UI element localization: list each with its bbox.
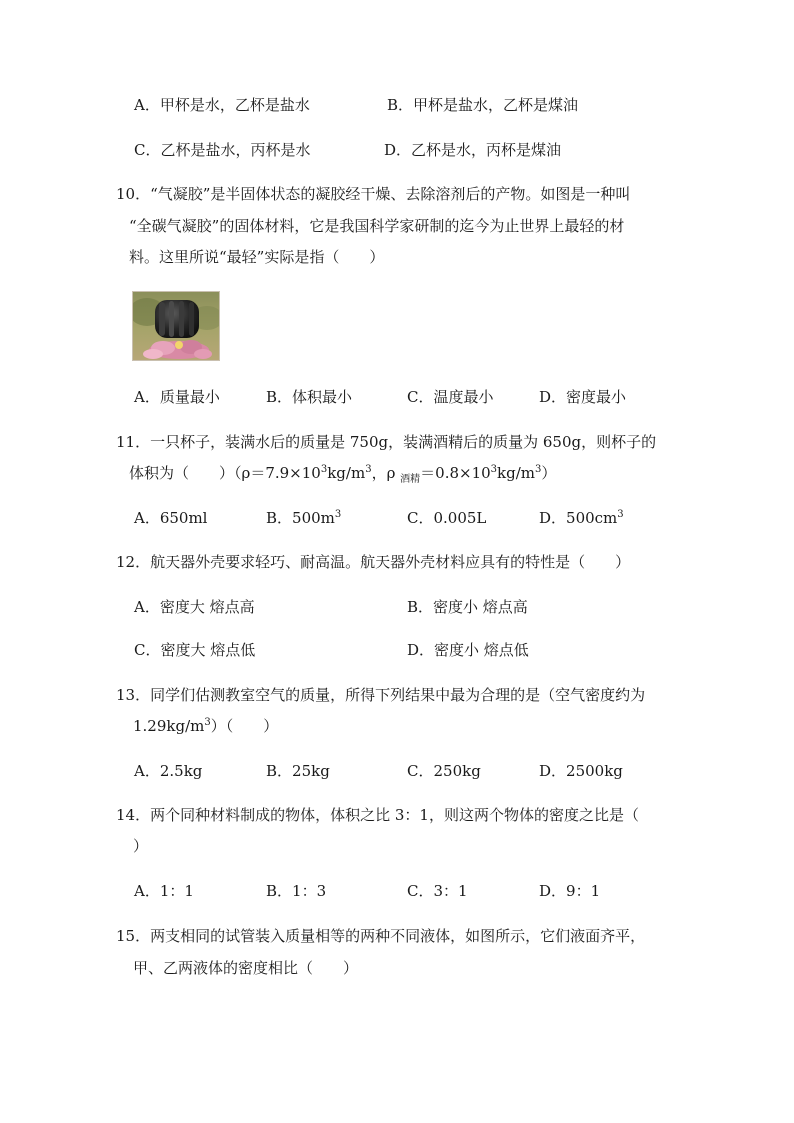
q13-stem-line-1: 13．同学们估测教室空气的质量，所得下列结果中最为合理的是（空气密度约为 [116,686,646,704]
q11-option-b[interactable]: B．$500m^3$ [266,509,342,527]
q13-stem-line-2: $1.29kg/m^3$）（ ） [133,717,279,735]
q11-stem-line-1: 11．一只杯子，装满水后的质量是 750g，装满酒精后的质量为 650g，则杯子的 [116,433,657,451]
q12-stem: 12．航天器外壳要求轻巧、耐高温。航天器外壳材料应具有的特性是（ ） [116,553,631,571]
q12-option-b[interactable]: B．密度小 熔点高 [407,598,528,616]
q14-option-c[interactable]: C．3：1 [407,882,468,900]
q10-option-a[interactable]: A．质量最小 [134,388,220,406]
q9-option-a[interactable]: A．甲杯是水，乙杯是盐水 [134,96,310,114]
q10-option-d[interactable]: D．密度最小 [539,388,627,406]
q10-stem-line-3: 料。这里所说“最轻”实际是指（ ） [129,248,385,266]
q10-option-c[interactable]: C．温度最小 [407,388,494,406]
q15-stem-line-2: 甲、乙两液体的密度相比（ ） [133,959,359,977]
q11-option-a[interactable]: A．650ml [134,509,208,527]
q12-option-c[interactable]: C．密度大 熔点低 [134,641,256,659]
q9-option-b[interactable]: B．甲杯是盐水，乙杯是煤油 [387,96,579,114]
q11-option-d[interactable]: D．$500cm^3$ [539,509,624,527]
q10-stem-line-1: 10．“气凝胶”是半固体状态的凝胶经干燥、去除溶剂后的产物。如图是一种叫 [116,185,631,203]
q10-option-b[interactable]: B．体积最小 [266,388,353,406]
q12-option-d[interactable]: D．密度小 熔点低 [407,641,529,659]
q11-option-c[interactable]: C．0.005L [407,509,487,527]
q14-stem-line-2: ） [133,837,149,855]
q9-option-c[interactable]: C．乙杯是盐水，丙杯是水 [134,141,311,159]
q13-option-d[interactable]: D．2500kg [539,762,623,780]
q11-stem-line-2: 体积为（ ）（$\rho=7.9\times 10^3kg/m^3$，ρ $_{酒精}=0.8\times 10^3kg/m^3$） [129,464,557,485]
q14-option-b[interactable]: B．1：3 [266,882,327,900]
q12-option-a[interactable]: A．密度大 熔点高 [134,598,255,616]
q13-option-b[interactable]: B．25kg [266,762,330,780]
q13-option-c[interactable]: C．250kg [407,762,481,780]
q15-stem-line-1: 15．两支相同的试管装入质量相等的两种不同液体，如图所示，它们液面齐平， [116,927,646,945]
q14-option-d[interactable]: D．9：1 [539,882,601,900]
q10-stem-line-2: “全碳气凝胶”的固体材料，它是我国科学家研制的迄今为止世界上最轻的材 [129,217,625,235]
q14-stem-line-1: 14．两个同种材料制成的物体，体积之比 3：1，则这两个物体的密度之比是（ [116,806,639,824]
q13-option-a[interactable]: A．2.5kg [134,762,203,780]
q9-option-d[interactable]: D．乙杯是水，丙杯是煤油 [384,141,562,159]
q14-option-a[interactable]: A．1：1 [134,882,194,900]
aerogel-photo [132,291,220,361]
